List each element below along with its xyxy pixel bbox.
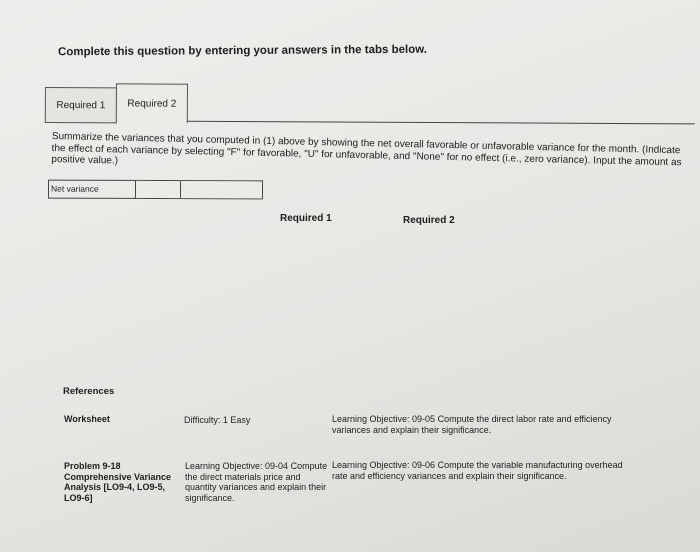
- net-variance-row: [48, 180, 263, 200]
- net-variance-effect-select[interactable]: [181, 181, 262, 198]
- prev-required-button[interactable]: Required 1: [280, 213, 332, 224]
- learning-objective-09-05: Learning Objective: 09-05 Compute the direct labor rate and efficiency variances and explain their significance.: [332, 414, 612, 435]
- net-variance-amount-input[interactable]: [136, 181, 181, 198]
- tab-required-2[interactable]: Required 2: [116, 83, 188, 122]
- worksheet-label: Worksheet: [64, 414, 110, 424]
- next-required-button[interactable]: Required 2: [403, 215, 455, 226]
- difficulty-text: Difficulty: 1 Easy: [184, 415, 251, 425]
- references-heading: References: [63, 386, 115, 397]
- learning-objective-09-06: Learning Objective: 09-06 Compute the variable manufacturing overhead rate and efficiency variances and explain their significance.: [332, 460, 623, 481]
- question-description: Summarize the variances that you computed in (1) above by showing the net overall favorable or unfavorable variance for the month. (Indicate the effect of each variance by selecting "F" for favorable, "U" for unfavorable, and "None" for no effect (i.e., zero variance). Input the amount as positive value.): [51, 131, 682, 168]
- learning-objective-09-04: Learning Objective: 09-04 Compute the direct materials price and quantity variances and explain their significance.: [185, 461, 328, 503]
- tab-required-1[interactable]: Required 1: [45, 87, 117, 123]
- problem-reference: Problem 9-18 Comprehensive Variance Analysis [LO9-4, LO9-5, LO9-6]: [64, 461, 172, 503]
- net-variance-label: Net variance: [49, 181, 136, 198]
- tab-divider: [187, 121, 695, 125]
- instruction-text: Complete this question by entering your answers in the tabs below.: [57, 43, 427, 59]
- tab-bar: [45, 83, 695, 128]
